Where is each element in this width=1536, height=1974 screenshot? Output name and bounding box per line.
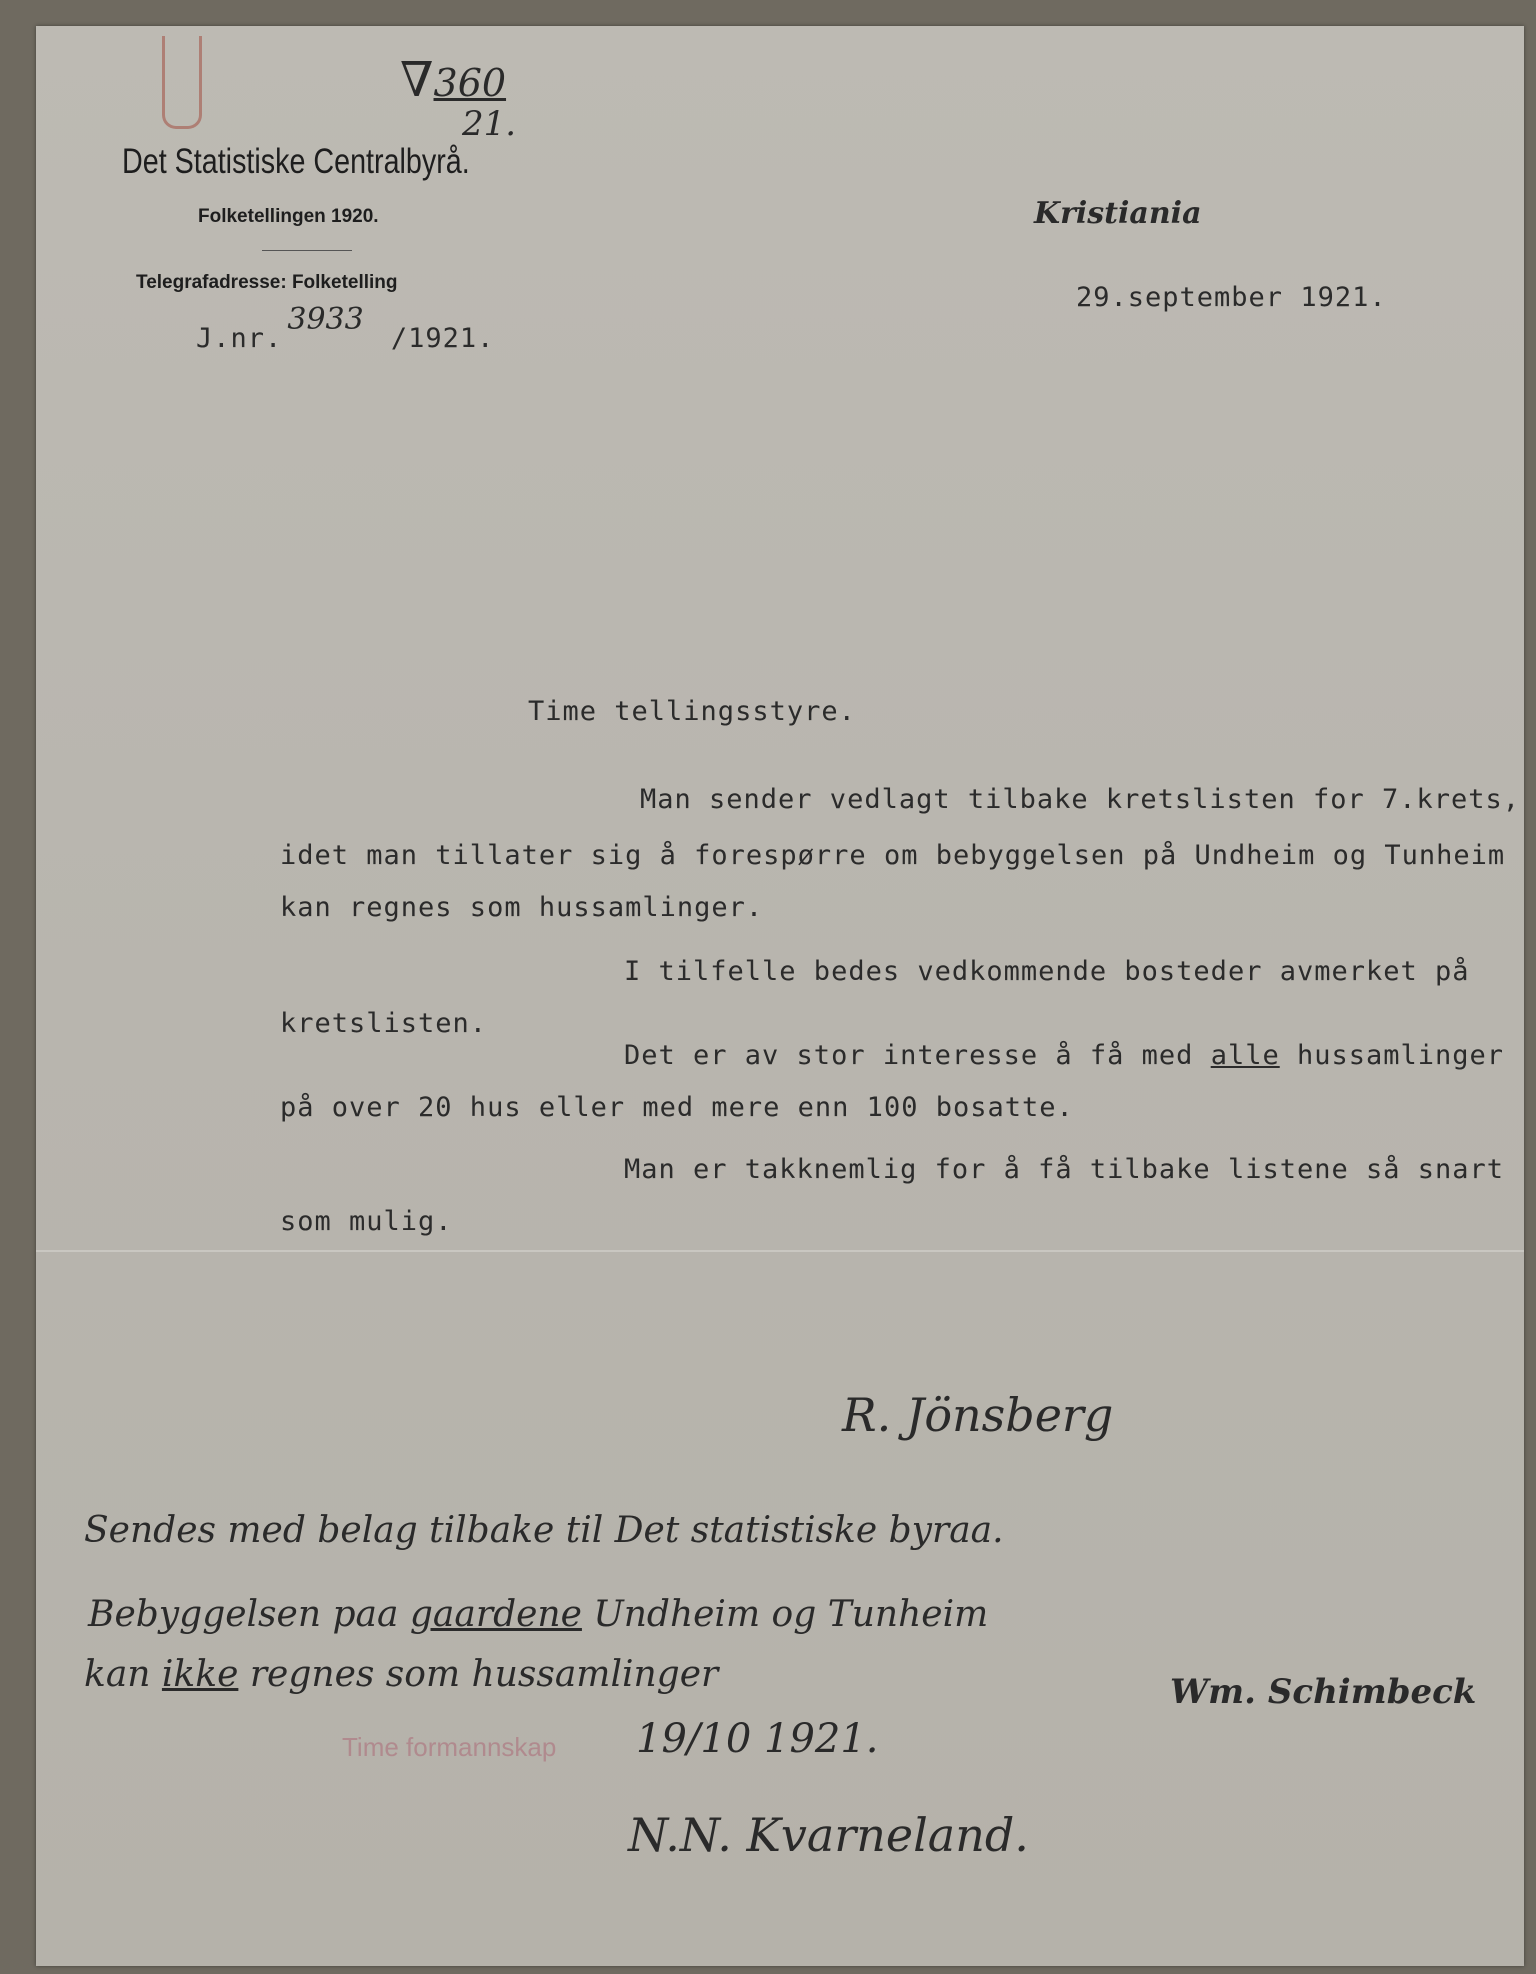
date: 29.september 1921. <box>1076 282 1387 313</box>
sender-signature: R. Jönsberg <box>842 1388 1114 1442</box>
municipal-stamp: Time formannskap <box>342 1732 557 1762</box>
reply-l3-b: regnes som hussamlinger <box>249 1654 719 1695</box>
body-p4-l2: som mulig. <box>280 1206 453 1237</box>
jnr-number: 3933 <box>287 302 364 337</box>
body-p3-l2: på over 20 hus eller med mere enn 100 bosatte. <box>280 1092 1074 1123</box>
body-p1-l2: idet man tillater sig å forespørre om bebyggelsen på Undheim og Tunheim <box>280 840 1506 871</box>
body-p3-l1-underlined: alle <box>1210 1040 1280 1071</box>
jnr-prefix: J.nr. <box>196 323 283 354</box>
reply-signature-2: N.N. Kvarneland. <box>628 1808 1029 1862</box>
body-p3-l1-b: hussamlinger <box>1297 1040 1505 1071</box>
archive-mark: ∇360 <box>400 52 507 108</box>
recipient: Time tellingsstyre. <box>528 696 856 727</box>
body-p2-l2: kretslisten. <box>280 1008 488 1039</box>
paper-fold-line <box>36 1250 1524 1252</box>
body-p4-l1: Man er takknemlig for å få tilbake listene så snart <box>624 1154 1505 1185</box>
reply-signature-1: Wm. Schimbeck <box>1170 1672 1477 1712</box>
body-p3-l1-a: Det er av stor interesse å få med <box>624 1040 1194 1071</box>
reply-l2-b: Undheim og Tunheim <box>593 1594 989 1635</box>
body-p1-l1: Man sender vedlagt tilbake kretslisten for 7.krets, <box>640 784 1521 815</box>
letterhead-sub: Folketellingen 1920. <box>198 206 379 227</box>
letterhead-org: Det Statistiske Centralbyrå. <box>122 142 470 181</box>
reply-l2-underlined: gaardene <box>409 1594 582 1635</box>
body-p3-l1 <box>624 1040 1504 1071</box>
reply-line-3 <box>84 1654 718 1695</box>
place: Kristiania <box>1034 196 1202 231</box>
reply-line-2 <box>88 1594 988 1635</box>
telegraph-address: Telegrafadresse: Folketelling <box>136 272 398 293</box>
journal-number <box>196 302 495 355</box>
binding-mark <box>162 36 202 129</box>
archive-mark-year: 21. <box>462 104 517 144</box>
reply-date: 19/10 1921. <box>636 1716 879 1762</box>
reply-l2-a: Bebyggelsen paa <box>88 1594 399 1635</box>
reply-line-1: Sendes med belag tilbake til Det statistiske byraa. <box>84 1510 1004 1551</box>
reply-l3-underlined: ikke <box>161 1654 239 1695</box>
jnr-suffix: /1921. <box>390 323 495 354</box>
body-p2-l1: I tilfelle bedes vedkommende bosteder avmerket på <box>624 956 1470 987</box>
reply-l3-a: kan <box>84 1654 151 1695</box>
archive-mark-number: 360 <box>433 61 507 105</box>
body-p1-l3: kan regnes som hussamlinger. <box>280 892 764 923</box>
letterhead-divider <box>262 250 352 251</box>
